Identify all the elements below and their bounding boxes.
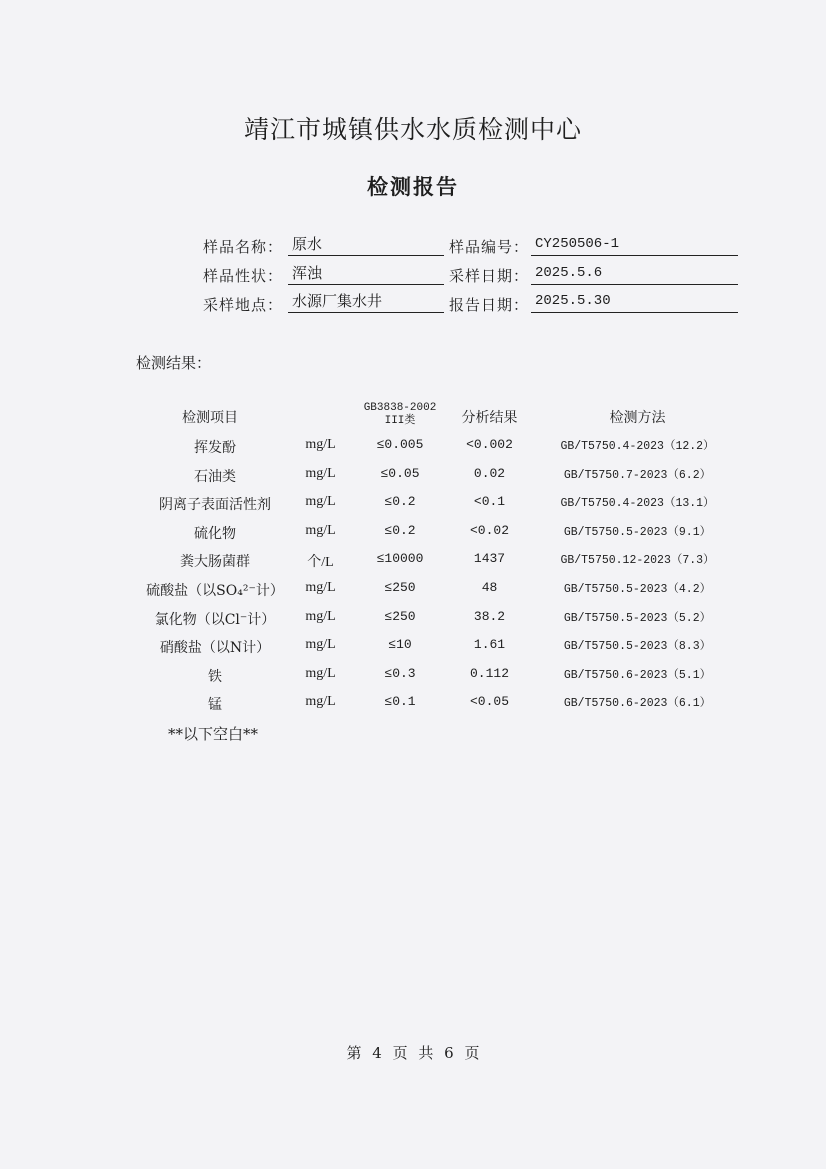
row-standard: ≤0.05 [380,465,420,481]
row-item: 硫化物 [194,525,236,542]
row-item: 硫酸盐（以SO₄²⁻计） [146,583,284,599]
header-method: 检测方法 [609,410,666,426]
row-unit: mg/L [305,608,336,624]
sampling-location-value: 水源厂集水井 [288,291,444,313]
row-method: GB/T5750.6-2023（6.1） [563,697,712,711]
table-row [0,580,826,602]
sampling-date-value: 2025.5.6 [531,263,738,285]
row-result: 1.61 [473,637,506,653]
row-result: <0.1 [473,494,506,510]
row-method: GB/T5750.5-2023（9.1） [563,525,712,539]
row-method: GB/T5750.5-2023（8.3） [563,640,712,654]
sample-code-label: 样品编号： [449,238,530,256]
table-row [0,466,826,488]
row-result: <0.02 [469,522,509,538]
row-standard: ≤0.2 [384,522,416,538]
table-row [0,523,826,545]
sample-code-value: CY250506-1 [531,234,738,256]
table-row [0,551,826,573]
row-unit: mg/L [305,522,336,538]
row-standard: ≤10 [388,637,412,653]
row-standard: ≤250 [384,608,416,624]
table-row [0,666,826,688]
row-method: GB/T5750.5-2023（4.2） [563,583,712,596]
row-standard: ≤10000 [376,551,424,567]
sample-state-value: 浑浊 [288,263,444,285]
row-unit: mg/L [305,665,336,681]
row-method: GB/T5750.12-2023（7.3） [560,554,715,568]
row-item: 锰 [208,697,222,714]
sample-info [0,0,826,330]
row-item: 阴离子表面活性剂 [159,497,271,514]
row-unit: mg/L [305,580,336,595]
sampling-date-label: 采样日期： [449,267,530,285]
row-method: GB/T5750.7-2023（6.2） [563,468,712,482]
sampling-location-label: 采样地点： [203,296,284,314]
header-item: 检测项目 [182,410,238,426]
sample-name-value: 原水 [288,234,444,256]
page-number: 第 4 页 共 6 页 [346,1044,480,1062]
row-item: 氯化物（以Cl⁻计） [154,611,276,628]
row-standard: ≤0.2 [384,494,416,510]
row-item: 铁 [208,668,222,685]
row-unit: mg/L [305,637,336,653]
row-standard: ≤250 [384,580,416,595]
header-result: 分析结果 [461,410,518,426]
results-section-label: 检测结果： [136,354,212,372]
header-standard [350,402,450,428]
table-row [0,437,826,459]
row-result: 1437 [473,551,506,567]
table-row [0,494,826,516]
report-date-value: 2025.5.30 [531,291,738,313]
row-standard: ≤0.005 [376,437,424,452]
row-method: GB/T5750.5-2023（5.2） [563,611,712,625]
row-item: 石油类 [194,468,236,485]
row-unit: mg/L [305,465,336,481]
header-standard-line1: GB3838-2002 [363,402,437,414]
row-method: GB/T5750.6-2023（5.1） [563,668,712,682]
sample-state-label: 样品性状： [203,267,284,285]
report-date-label: 报告日期： [449,296,530,314]
row-result: <0.05 [469,694,509,710]
row-method: GB/T5750.4-2023（12.2） [560,440,715,453]
row-result: 38.2 [473,608,506,624]
report-title: 检测报告 [367,174,459,199]
row-standard: ≤0.3 [384,665,416,681]
row-unit: mg/L [305,437,336,452]
row-item: 粪大肠菌群 [180,554,250,571]
row-unit: 个/L [307,555,334,571]
row-item: 挥发酚 [194,440,236,456]
row-method: GB/T5750.4-2023（13.1） [560,497,715,511]
row-result: 48 [481,580,498,595]
table-row [0,609,826,631]
table-row [0,694,826,716]
header-standard-line2: III类 [384,415,416,427]
table-row [0,637,826,659]
row-unit: mg/L [305,494,336,510]
end-note: **以下空白** [168,725,259,743]
row-standard: ≤0.1 [384,694,416,710]
organization-title: 靖江市城镇供水水质检测中心 [243,115,582,144]
row-result: 0.112 [469,665,509,681]
row-result: 0.02 [473,465,506,481]
row-result: <0.002 [466,437,513,452]
row-item: 硝酸盐（以N计） [159,640,271,657]
row-unit: mg/L [305,694,336,710]
sample-name-label: 样品名称： [203,238,284,256]
